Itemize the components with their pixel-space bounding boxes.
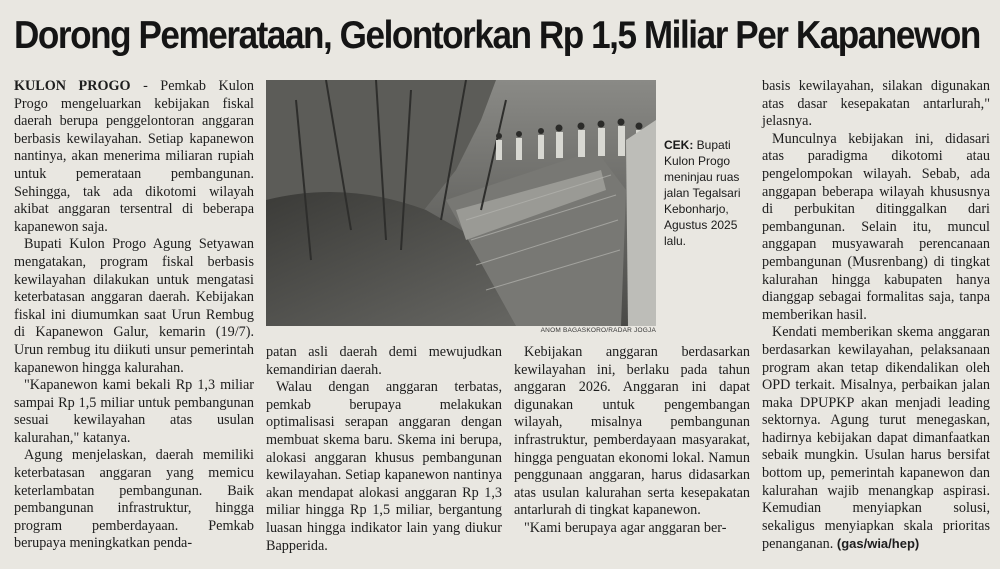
article-column-4 <box>762 78 990 554</box>
headline: Dorong Pemerataan, Gelontorkan Rp 1,5 Miliar Per Kapanewon <box>14 14 980 57</box>
paragraph: patan asli daerah demi mewujudkan kemandirian daerah. <box>266 344 502 378</box>
paragraph: KULON PROGO - Pemkab Kulon Progo mengeluarkan kebijakan fiskal daerah berupa penggelontoran anggaran berbasis kewilayahan. Setiap kapanewon nantinya, akan menerima miliaran rupiah untuk pemerataan pembangunan. Sehingga, tak ada dikotomi wilayah akibat anggaran tersentral di beberapa kapanewon saja. <box>14 78 254 235</box>
paragraph: Kendati memberikan skema anggaran berdasarkan kewilayahan, pelaksanaan program akan tetap dikendalikan oleh OPD terkait. Misalnya, perbaikan jalan maka DPUPKP akan menjadi leading sektornya. Agung turut menegaskan, hadirnya kebijakan dapat dimanfaatkan sebaik mungkin. Usulan harus bersifat bottom up, pemerintah kapanewon dan kalurahan wajib menangkap aspirasi. Kemudian menyiapkan solusi, sekaligus menyiapkan skala prioritas penanganan. (gas/wia/hep) <box>762 324 990 553</box>
caption-text: Bupati Kulon Progo meninjau ruas jalan Tegalsari Kebonharjo, Agustus 2025 lalu. <box>664 138 741 248</box>
paragraph: Agung menjelaskan, daerah memiliki keterbatasan anggaran yang memicu keterlambatan pembangunan. Baik pembangunan infrastruktur, hingga program pemberdayaan. Pemkab berupaya meningkatkan penda- <box>14 447 254 552</box>
paragraph: basis kewilayahan, silakan digunakan atas dasar kesepakatan antarlurah," jelasnya. <box>762 78 990 130</box>
paragraph: Munculnya kebijakan ini, didasari atas paradigma dikotomi atau pengelompokan wilayah. Sebab, ada anggapan beberapa wilayah khususnya di perbukitan ditinggalkan dari pembangunan. Selain itu, muncul anggapan musyawarah perencanaan pembangunan (Musrenbang) di tingkat kalurahan hingga kabupaten hanya dianggap sebagai formalitas saja, tanpa memberikan hasil. <box>762 130 990 323</box>
photo-caption <box>664 137 754 249</box>
paragraph: Kebijakan anggaran berdasarkan kewilayahan ini, berlaku pada tahun anggaran 2026. Anggaran ini dapat digunakan untuk pengembangan wilayah, misalnya pembangunan infrastruktur, pemberdayaan masyarakat, hingga penguatan ekonomi lokal. Namun penggunaan anggaran, harus didasarkan atas usulan kalurahan serta kesepakatan antarlurah di tingkat kapanewon. <box>514 344 750 519</box>
news-photo <box>266 80 656 326</box>
photo-credit: ANOM BAGASKORO/RADAR JOGJA <box>540 327 656 334</box>
author-signature: (gas/wia/hep) <box>836 536 920 552</box>
article-column-3 <box>514 344 750 538</box>
paragraph: "Kami berupaya agar anggaran ber- <box>524 519 727 536</box>
paragraph: "Kapanewon kami bekali Rp 1,3 miliar sampai Rp 1,5 miliar untuk pembangunan sesuai kewilayahan atas usulan kalurahan," katanya. <box>14 377 254 446</box>
article-column-2 <box>266 344 502 555</box>
dateline: KULON PROGO <box>14 78 131 94</box>
article-column-1 <box>14 78 254 553</box>
paragraph: Walau dengan anggaran terbatas, pemkab berupaya melakukan optimalisasi serapan anggaran dengan membuat skema baru. Skema ini berupa, alokasi anggaran khusus pembangunan kewilayahan. Setiap kapanewon nantinya akan mendapat alokasi anggaran Rp 1,3 miliar hingga Rp 1,5 miliar, bergantung luasan hingga indikator lain yang diukur Bapperida. <box>266 379 502 554</box>
caption-label: CEK: <box>664 138 694 152</box>
paragraph: Bupati Kulon Progo Agung Setyawan mengatakan, program fiskal berbasis kewilayahan dilakukan untuk mengatasi keterbatasan anggaran daerah. Kebijakan fiskal ini diumumkan saat Urun Rembug di Kapanewon Galur, kemarin (19/7). Urun rembug itu diikuti unsur pemerintah kapanewon hingga kalurahan. <box>14 236 254 376</box>
